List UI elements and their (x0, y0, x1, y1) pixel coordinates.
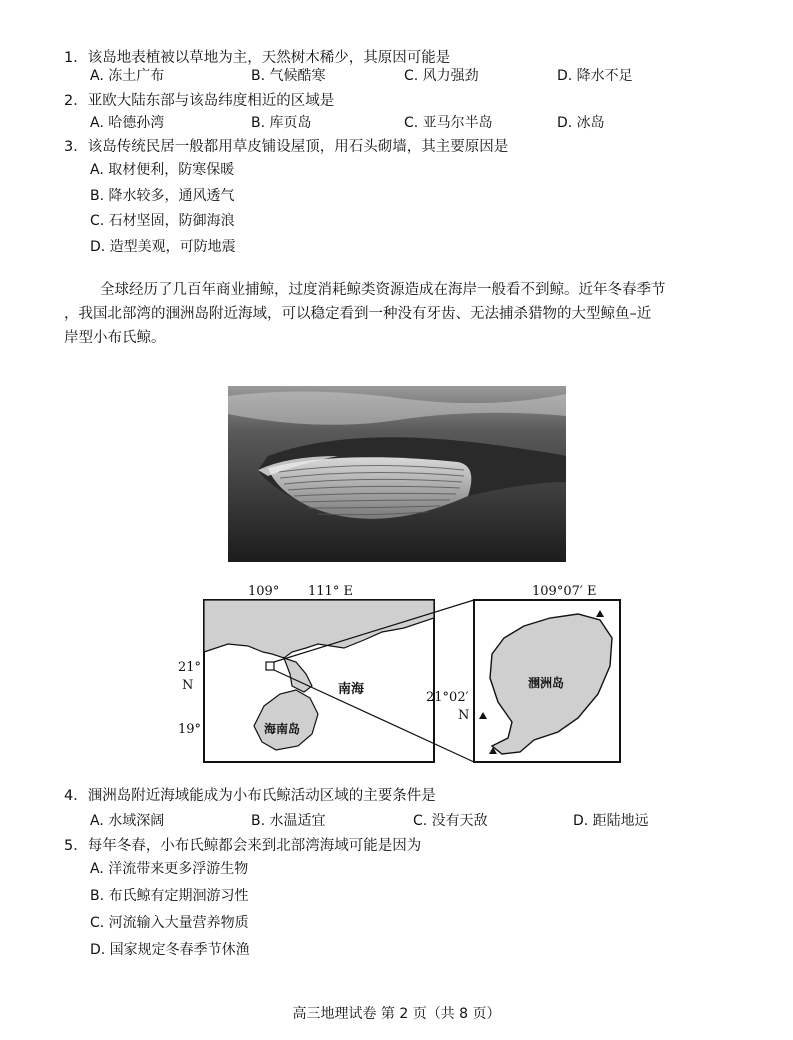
passage-line-2: ，我国北部湾的涠洲岛附近海域，可以稳定看到一种没有牙齿、无法捕杀猎物的大型鲸鱼–近 (64, 306, 652, 322)
q2-option-b: B. 库页岛 (251, 115, 312, 131)
q4-option-a: A. 水域深阔 (90, 813, 165, 829)
question-3-stem: 3．该岛传统民居一般都用草皮铺设屋顶，用石头砌墙，其主要原因是 (64, 139, 509, 155)
map-figure (168, 582, 623, 770)
map-left-lat1: 21° (178, 660, 202, 675)
map-label-south-sea: 南海 (338, 682, 365, 697)
map-left-lon2: 111° E (308, 584, 353, 599)
page-footer: 高三地理试卷 第 2 页（共 8 页） (292, 1006, 501, 1022)
q4-option-b: B. 水温适宜 (251, 813, 326, 829)
q5-option-b: B. 布氏鲸有定期洄游习性 (90, 888, 249, 904)
question-5-stem: 5．每年冬春，小布氏鲸都会来到北部湾海域可能是因为 (64, 838, 422, 854)
q2-option-c: C. 亚马尔半岛 (404, 115, 493, 131)
q4-option-d: D. 距陆地远 (573, 813, 649, 829)
q2-option-d: D. 冰岛 (557, 115, 605, 131)
q1-option-a: A. 冻土广布 (90, 68, 165, 84)
map-left-lon1: 109° (248, 584, 280, 599)
q1-option-c: C. 风力强劲 (404, 68, 479, 84)
q3-option-b: B. 降水较多，通风透气 (90, 188, 235, 204)
q5-option-c: C. 河流输入大量营养物质 (90, 915, 249, 931)
q2-option-a: A. 哈德孙湾 (90, 115, 165, 131)
q1-option-d: D. 降水不足 (557, 68, 633, 84)
question-1-stem: 1．该岛地表植被以草地为主，天然树木稀少，其原因可能是 (64, 50, 451, 66)
passage-line-1: 全球经历了几百年商业捕鲸，过度消耗鲸类资源造成在海岸一般看不到鲸。近年冬春季节 (100, 282, 666, 298)
map-label-hainan: 海南岛 (264, 722, 301, 736)
passage-line-3: 岸型小布氏鲸。 (64, 330, 166, 346)
map-left-lat2: 19° (178, 722, 202, 737)
map-label-weizhou: 涠洲岛 (528, 676, 565, 690)
q1-option-b: B. 气候酷寒 (251, 68, 326, 84)
q3-option-a: A. 取材便利，防寒保暖 (90, 162, 235, 178)
q5-option-d: D. 国家规定冬春季节休渔 (90, 942, 250, 958)
q3-option-d: D. 造型美观，可防地震 (90, 239, 236, 255)
question-4-stem: 4．涠洲岛附近海域能成为小布氏鲸活动区域的主要条件是 (64, 788, 436, 804)
map-right-lon: 109°07′ E (532, 584, 597, 599)
whale-photo (228, 386, 566, 562)
map-right-lat: 21°02′ (426, 690, 469, 705)
q3-option-c: C. 石材坚固，防御海浪 (90, 213, 235, 229)
q5-option-a: A. 洋流带来更多浮游生物 (90, 861, 249, 877)
q4-option-c: C. 没有天敌 (413, 813, 488, 829)
question-2-stem: 2．亚欧大陆东部与该岛纬度相近的区域是 (64, 93, 335, 109)
map-left-lat1-n: N (182, 678, 194, 693)
map-right-lat-n: N (458, 708, 470, 723)
